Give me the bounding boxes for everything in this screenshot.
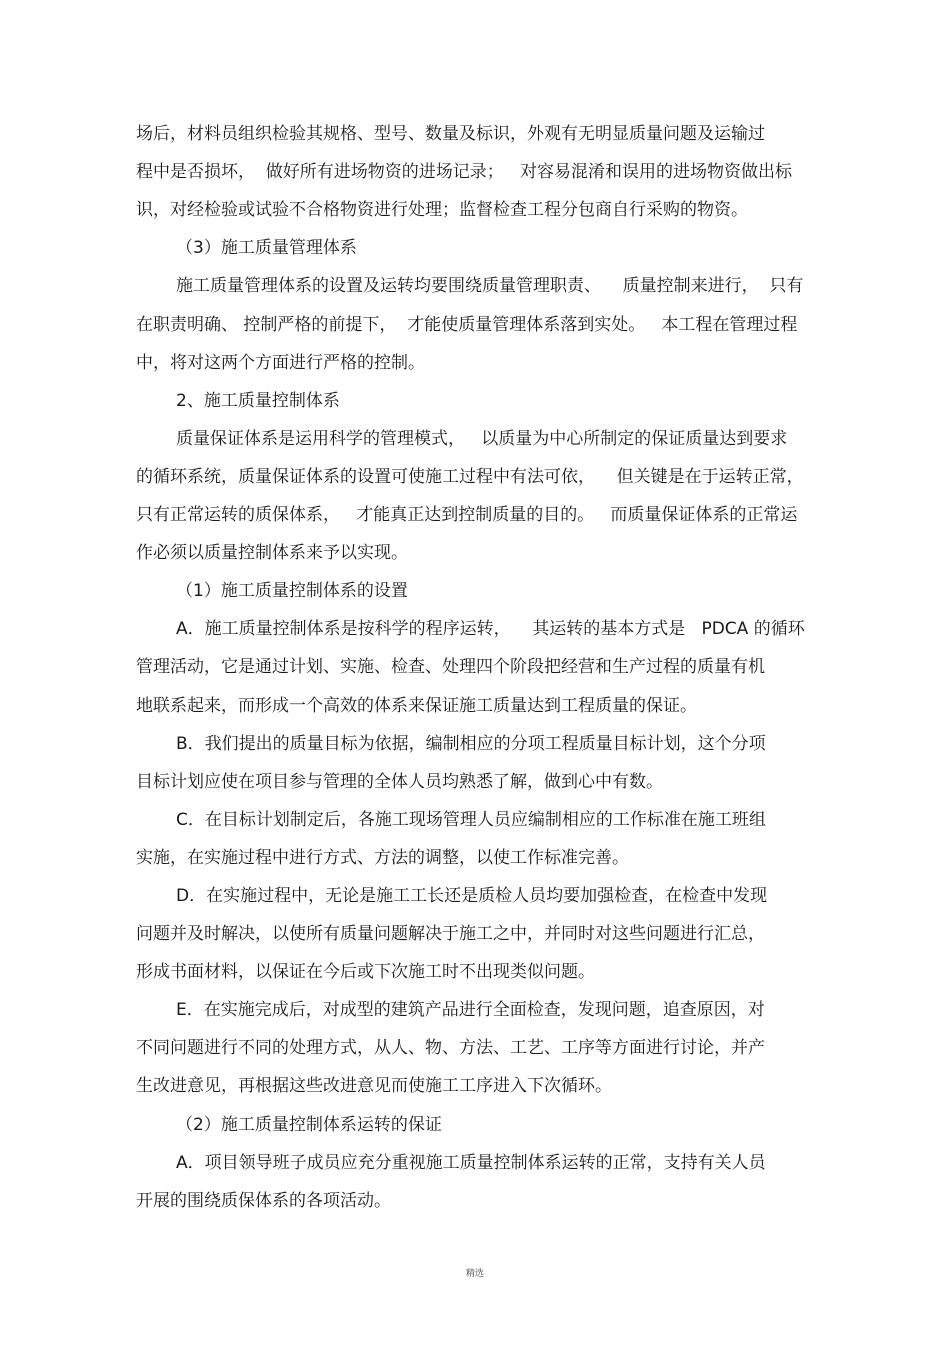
text-line: 目标计划应使在项目参与管理的全体人员均熟悉了解，做到心中有数。	[136, 772, 663, 792]
section-heading: （2）施工质量控制体系运转的保证	[176, 1115, 442, 1135]
section-heading: （1）施工质量控制体系的设置	[176, 581, 408, 601]
text-line: 地联系起来，而形成一个高效的体系来保证施工质量达到工程质量的保证。	[136, 696, 697, 716]
text-line: C．在目标计划制定后，各施工现场管理人员应编制相应的工作标准在施工班组	[176, 810, 766, 830]
text-line: 作必须以质量控制体系来予以实现。	[136, 543, 408, 563]
text-line: 实施，在实施过程中进行方式、方法的调整，以使工作标准完善。	[136, 848, 629, 868]
text-line: 开展的围绕质保体系的各项活动。	[136, 1191, 391, 1211]
text-line: 程中是否损坏， 做好所有进场物资的进场记录； 对容易混淆和误用的进场物资做出标	[136, 162, 793, 182]
text-line: 场后，材料员组织检验其规格、型号、数量及标识，外观有无明显质量问题及运输过	[136, 124, 765, 144]
text-line: 生改进意见，再根据这些改进意见而使施工工序进入下次循环。	[136, 1076, 612, 1096]
text-line: 质量保证体系是运用科学的管理模式， 以质量为中心所制定的保证质量达到要求	[176, 429, 788, 449]
text-line: 的循环系统，质量保证体系的设置可使施工过程中有法可依， 但关键是在于运转正常，	[136, 467, 804, 487]
text-line: 识，对经检验或试验不合格物资进行处理；监督检查工程分包商自行采购的物资。	[136, 200, 748, 220]
text-line: 只有正常运转的质保体系， 才能真正达到控制质量的目的。 而质量保证体系的正常运	[136, 505, 798, 525]
section-heading: （3）施工质量管理体系	[176, 238, 357, 258]
text-line: 管理活动，它是通过计划、实施、检查、处理四个阶段把经营和生产过程的质量有机	[136, 657, 765, 677]
text-line: A．项目领导班子成员应充分重视施工质量控制体系运转的正常，支持有关人员	[176, 1153, 766, 1173]
text-line: 在职责明确、 控制严格的前提下， 才能使质量管理体系落到实处。 本工程在管理过程	[136, 315, 798, 335]
text-line: A．施工质量控制体系是按科学的程序运转， 其运转的基本方式是 PDCA 的循环	[176, 619, 805, 639]
text-line: D．在实施过程中，无论是施工工长还是质检人员均要加强检查，在检查中发现	[176, 886, 768, 906]
text-line: 施工质量管理体系的设置及运转均要围绕质量管理职责、 质量控制来进行， 只有	[176, 276, 804, 296]
text-line: 中，将对这两个方面进行严格的控制。	[136, 353, 425, 373]
text-line: 问题并及时解决，以使所有质量问题解决于施工之中，并同时对这些问题进行汇总，	[136, 924, 765, 944]
section-heading: 2、施工质量控制体系	[176, 391, 340, 411]
text-line: 形成书面材料，以保证在今后或下次施工时不出现类似问题。	[136, 962, 595, 982]
page-footer: 精选	[465, 1269, 484, 1279]
text-line: B．我们提出的质量目标为依据，编制相应的分项工程质量目标计划，这个分项	[176, 734, 766, 754]
text-line: 不同问题进行不同的处理方式，从人、物、方法、工艺、工序等方面进行讨论，并产	[136, 1038, 765, 1058]
text-line: E．在实施完成后，对成型的建筑产品进行全面检查，发现问题，追查原因，对	[176, 1000, 765, 1020]
